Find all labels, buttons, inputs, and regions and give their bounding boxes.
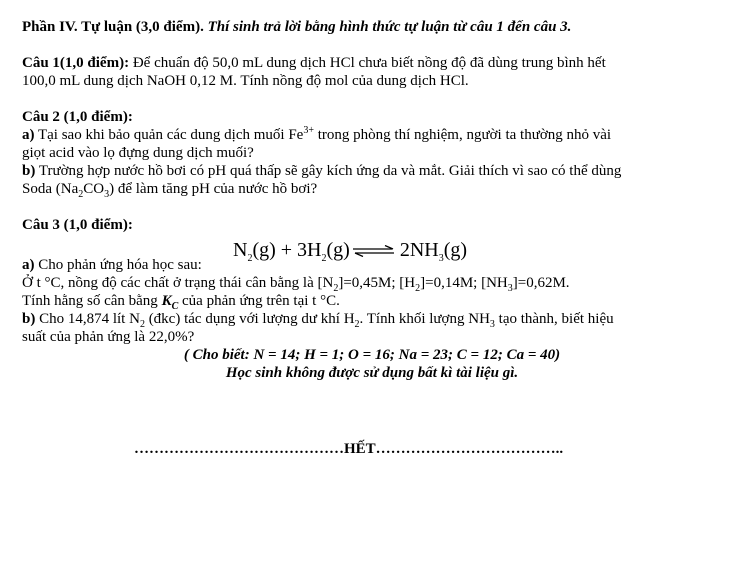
kc-post: của phản ứng trên tại t °C. [182,293,340,309]
eq-h-sub: 2 [321,253,327,264]
question-1-text-line2: 100,0 mL dung dịch NaOH 0,12 M. Tính nồng độ mol của dung dịch HCl. [22,73,469,89]
eq-h: + 3H [275,239,322,261]
question-2b-text-line2 [22,180,722,198]
question-2a-label: a) [22,127,35,143]
conc-pre: Ở t °C, nồng độ các chất ở trạng thái cân bằng là [N [22,275,334,291]
question-3b-label: b) [22,311,36,327]
question-3 [22,216,722,346]
kc-symbol-k: K [161,293,172,309]
equilibrium-concentrations [22,274,722,292]
question-3b [22,310,722,328]
question-2b [22,162,722,180]
section-title: Phần IV. Tự luận (3,0 điểm). [22,19,204,35]
soda-sub-1: 2 [78,189,84,200]
question-2a [22,126,722,144]
eq-n-sub: 2 [247,253,253,264]
question-2a-text-pre: Tại sao khi bảo quản các dung dịch muối Fe [37,127,304,143]
exam-page [22,18,722,457]
kc-pre: Tính hằng số cân bằng [22,293,158,309]
eq-h-state: (g) [326,239,350,261]
given-atomic-masses: ( Cho biết: N = 14; H = 1; O = 16; Na = 23; C = 12; Ca = 40) [183,347,561,363]
eq-n: N [233,239,248,261]
question-3a-row [22,234,722,274]
conc-post: ]=0,62M. [512,275,570,291]
question-2b-text-line1: Trường hợp nước hồ bơi có pH quá thấp sẽ gây kích ứng da và mắt. Giải thích vì sao có thể dùng [38,163,622,179]
conc-sub-3: 3 [507,283,513,294]
question-2a-text-line2: giọt acid vào lọ đựng dung dịch muối? [22,145,254,161]
question-1-text-line1: Để chuẩn độ 50,0 mL dung dịch HCl chưa biết nồng độ đã dùng trung bình hết [132,55,606,71]
q3b-sub-2: 2 [354,319,360,330]
chemical-equation [233,238,467,263]
q3b-pre: Cho 14,874 lít N [39,311,140,327]
question-3-label: Câu 3 (1,0 điểm): [22,217,133,233]
eq-nh3-sub: 3 [438,253,444,264]
question-1 [22,54,722,90]
q3b-post: tạo thành, biết hiệu [498,311,614,327]
conc-mid-1: ]=0,45M; [H [338,275,416,291]
conc-mid-2: ]=0,14M; [NH [420,275,508,291]
q3b-mid-2: . Tính khối lượng NH [359,311,490,327]
q3b-mid: (đkc) tác dụng với lượng dư khí H [148,311,355,327]
fe-charge: 3+ [303,125,314,136]
end-marker: ……………………………………HẾT……………………………….. [134,441,564,457]
kc-symbol-sub: C [171,301,179,312]
question-2a-text-post: trong phòng thí nghiệm, người ta thường nhỏ vài [317,127,612,143]
soda-text-pre: Soda (Na [22,181,79,197]
section-heading [22,18,722,36]
eq-nh3-state: (g) [443,239,468,261]
q3b-sub-3: 3 [489,319,495,330]
equilibrium-arrow-icon [352,239,396,263]
conc-sub-2: 2 [415,283,421,294]
kc-symbol [161,293,179,312]
eq-n-state: (g) [252,239,276,261]
question-2-label: Câu 2 (1,0 điểm): [22,109,133,125]
question-2b-label: b) [22,163,36,179]
question-3b-line2: suất của phản ứng là 22,0%? [22,329,195,345]
q3b-sub-1: 2 [139,319,145,330]
question-3a-text: Cho phản ứng hóa học sau: [38,257,202,273]
question-3a-label: a) [22,257,35,273]
kc-question [22,292,722,310]
exam-notice: Học sinh không được sử dụng bất kì tài liệu gì. [225,365,519,381]
question-2 [22,108,722,198]
section-instruction: Thí sinh trả lời bằng hình thức tự luận từ câu 1 đến câu 3. [207,19,572,35]
question-1-label: Câu 1(1,0 điểm): [22,55,130,71]
conc-sub-1: 2 [333,283,339,294]
soda-text-post: ) để làm tăng pH của nước hồ bơi? [109,181,318,197]
eq-nh3: 2NH [399,239,439,261]
soda-text-mid: CO [83,181,105,197]
soda-sub-2: 3 [104,189,110,200]
